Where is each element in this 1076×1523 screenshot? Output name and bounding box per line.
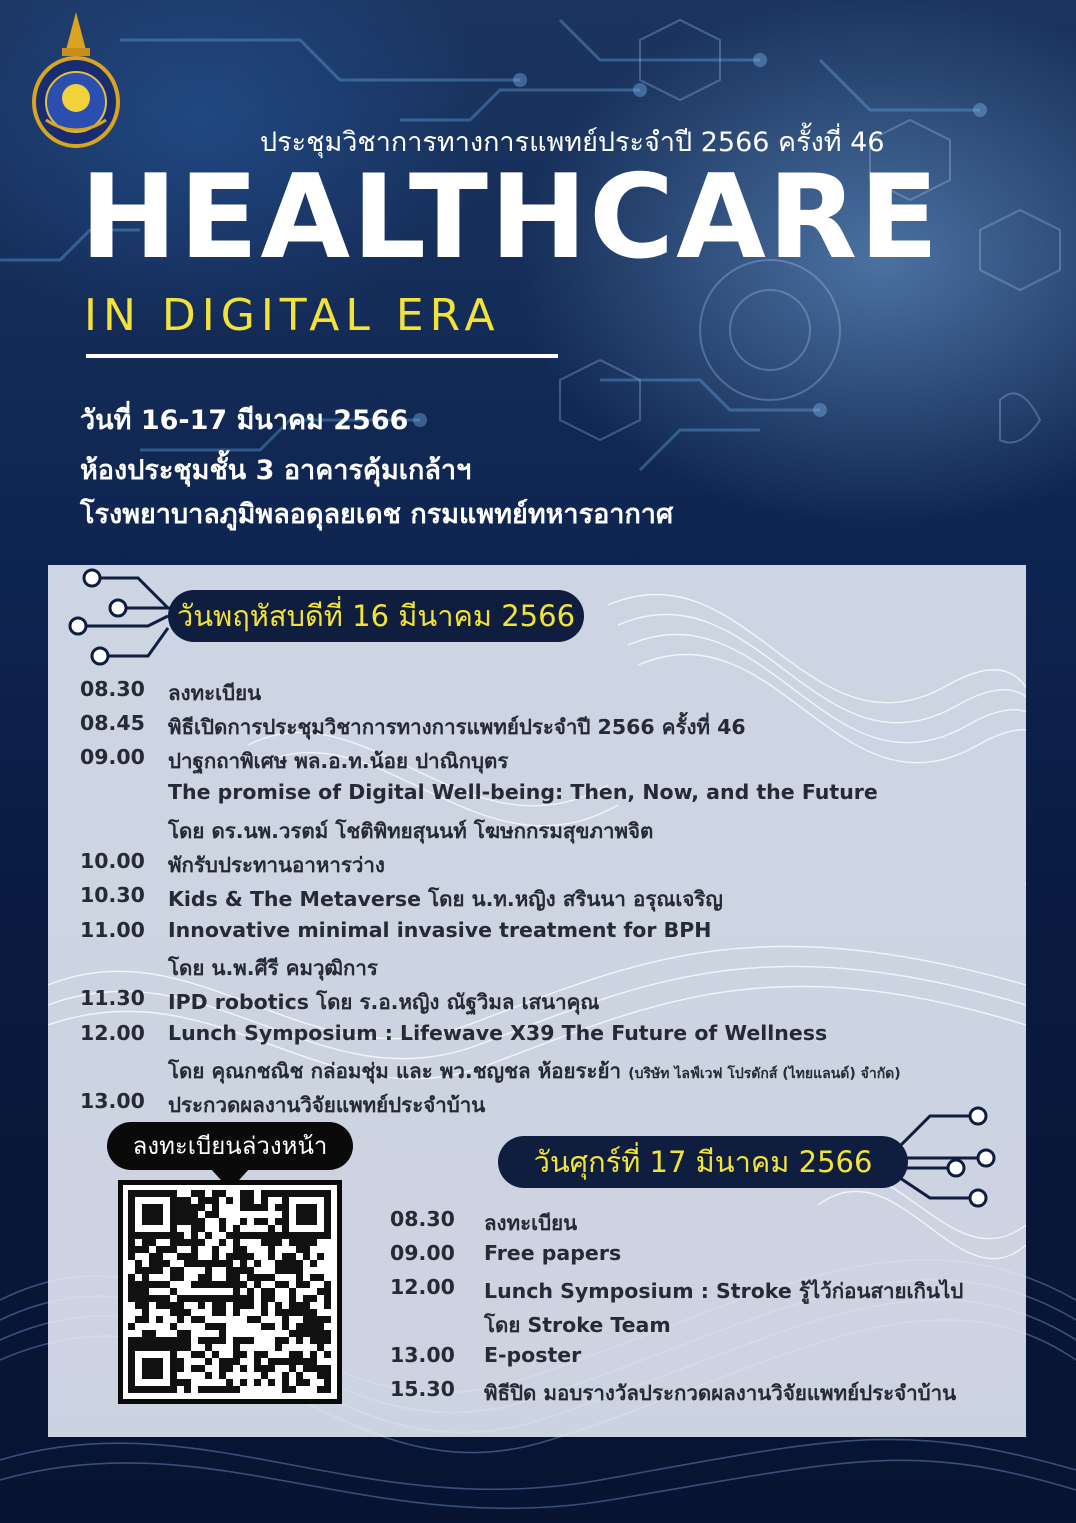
title-divider	[86, 354, 558, 358]
headline-title: HEALTHCARE	[80, 150, 941, 285]
tagline: IN DIGITAL ERA	[84, 290, 501, 341]
sponsor-note: (บริษัท ไลฟ์เวฟ โปรดักส์ (ไทยแลนด์) จำกัด)	[628, 1066, 901, 1082]
poster: ประชุมวิชาการทางการแพทย์ประจำปี 2566 ครั้งที่ 46 HEALTHCARE IN DIGITAL ERA วันที่ 16-17 มีนาคม 2566 ห้องประชุมชั้น 3 อาคารคุ้มเกล้าฯ โรงพยาบาลภูมิพลอดุลยเดช กรมแพทย์ทหารอากาศ วันพฤหัสบดีที่ 16 มีนาคม 2566 08.30 ลงทะเบียน 08.45 พิธีเปิดการประชุมวิชาการทางการแพทย์ประจำปี 2566 ครั้งที่ 46 09.00 ปาฐกถาพิเศษ พล.อ.ท.น้อย ปาณิกบุตร The promise of Digital Well-being: Then, Now, and the Future โดย ดร.นพ.วรตม์ โชติพิทยสุนนท์ โฆษกกรมสุขภาพจิต 10.00 พักรับประทานอาหารว่าง 10.30 Kids & The Metaverse โดย น.ท.หญิง สรินนา อรุณเจริญ 11.00 Innovative minimal invasive treatment for BPH โดย น.พ.ศีรี คมวุฒิการ 11.30 IPD robotics โดย ร.อ.หญิง ณัฐวิมล เสนาคุณ 12.00 Lunch Symposium : Lifewave X39 The Future of Wellness โดย คุณกชณิช กล่อมชุ่ม และ พว.ชญชล ห้อยระย้า (บริษัท ไลฟ์เวฟ โปรดักส์ (ไทยแลนด์) จำกัด) 13.00 ประกวดผลงานวิจัยแพทย์ประจำบ้าน ลงทะเบียนล่วงหน้า วันศุกร์ที่ 17 มีนาคม 2566 08.30 ลงทะเบียน 09.00 Free papers 12.00 Lunch Symposium : Stroke รู้ไว้ก่อนสายเกินไป โดย Stroke Team 13.00 E-poster 15.30 พิธีปิด มอบรางวัลประกวดผลงานวิจัยแพทย์ประจำบ้าน	[0, 0, 1076, 1523]
registration-qr-code[interactable]	[118, 1180, 342, 1404]
day1-title: วันพฤหัสบดีที่ 16 มีนาคม 2566	[168, 590, 584, 642]
event-hospital: โรงพยาบาลภูมิพลอดุลยเดช กรมแพทย์ทหารอากาศ	[80, 499, 674, 530]
event-room: ห้องประชุมชั้น 3 อาคารคุ้มเกล้าฯ	[80, 455, 472, 486]
day2-title: วันศุกร์ที่ 17 มีนาคม 2566	[498, 1136, 908, 1188]
circuit-decoration-right	[890, 1106, 1020, 1210]
qr-code-image	[123, 1185, 337, 1399]
event-date: วันที่ 16-17 มีนาคม 2566	[80, 405, 409, 436]
hospital-emblem-logo	[30, 10, 122, 150]
conference-subtitle: ประชุมวิชาการทางการแพทย์ประจำปี 2566 ครั้งที่ 46	[260, 127, 885, 158]
pre-registration-label: ลงทะเบียนล่วงหน้า	[107, 1122, 353, 1170]
